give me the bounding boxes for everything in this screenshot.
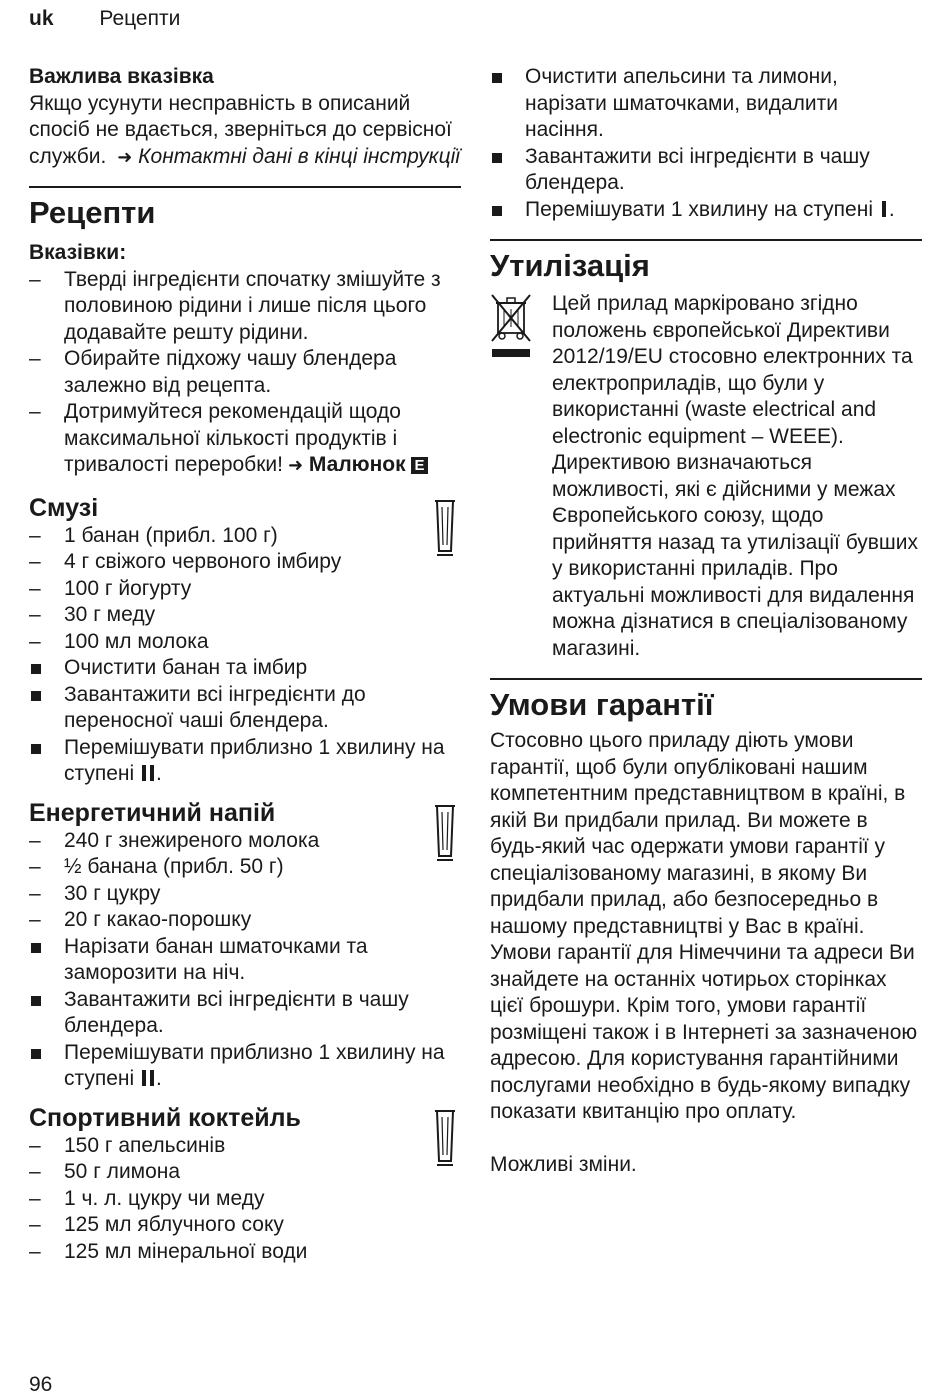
section-title: Рецепти <box>99 7 181 30</box>
section-divider <box>29 186 461 188</box>
list-item: – 125 мл яблучного соку <box>29 1213 284 1236</box>
list-item: Очистити апельсини та лимони, нарізати шматочками, видалити насіння. <box>490 64 922 144</box>
notes-title: Вказівки: <box>29 241 127 264</box>
speed-2-icon <box>140 1069 156 1087</box>
list-item: – 1 банан (прибл. 100 г) <box>29 523 278 547</box>
language-code: uk <box>29 7 54 30</box>
list-item: – Дотримуйтеся рекомендацій щодо максимальної кількості продуктів і тривалості переробки! ➜ Малюнок E <box>29 399 461 479</box>
list-item: – 4 г свіжого червоного імбиру <box>29 550 342 573</box>
list-item: Нарізати банан шматочками та заморозити на ніч. <box>29 934 461 987</box>
recipes-heading: Рецепти <box>29 195 156 230</box>
important-note-title: Важлива вказівка <box>29 65 214 88</box>
warranty-text: Стосовно цього приладу діють умови гарантії, щоб були опубліковані нашим компетентним представництвом в країні, в якій Ви придбали прилад. Ви можете в будь-який час одержати умови гарантії у спеціалізованому магазині, в якому Ви придбали прилад, або безпосередньо в нашому представництві у Вас в країні. Умови гарантії для Німеччини та адреси Ви знайдете на останніх чотирьох сторінках цієї брошури. Крім того, умови гарантії розміщені також і в Інтернеті за зазначеною адресою. Для користування гарантійними послугами необхідно в будь-якому випадку показати квитанцію про оплату. <box>490 729 918 1123</box>
list-item: – Обирайте підхожу чашу блендера залежно від рецепта. <box>29 347 397 397</box>
step-list <box>29 655 461 788</box>
weee-bin-icon <box>490 293 534 365</box>
recipe-smoothie <box>29 493 461 788</box>
list-item: – 1 ч. л. цукру чи меду <box>29 1186 265 1210</box>
section-divider <box>490 678 922 680</box>
page-number: 96 <box>29 1373 53 1396</box>
list-item: Завантажити всі інгредієнти в чашу блендера. <box>29 987 461 1040</box>
list-item: Перемішувати приблизно 1 хвилину на ступені . <box>29 1040 461 1093</box>
list-item: – 20 г какао-порошку <box>29 908 252 931</box>
step-list <box>490 64 922 223</box>
right-column <box>490 64 922 1178</box>
important-note <box>29 64 461 170</box>
list-item: Перемішувати 1 хвилину на ступені . <box>490 197 922 224</box>
disposal-heading: Утилізація <box>490 248 650 283</box>
page-header <box>29 6 180 33</box>
list-item: – Тверді інгредієнти спочатку змішуйте з половиною рідини і лише після цього додавайте решту рідини. <box>29 267 441 344</box>
arrow-right-icon: ➜ <box>282 455 304 475</box>
notes-list <box>29 267 461 479</box>
recipe-title: Смузі <box>29 493 99 522</box>
warranty-heading: Умови гарантії <box>490 687 714 722</box>
list-item: Очистити банан та імбир <box>29 655 461 682</box>
list-item: Завантажити всі інгредієнти до переносної чаші блендера. <box>29 682 461 735</box>
section-divider <box>490 239 922 241</box>
list-item: – 100 мл молока <box>29 629 209 653</box>
recipe-energy-drink <box>29 798 461 1093</box>
list-item: Перемішувати приблизно 1 хвилину на ступені . <box>29 735 461 788</box>
step-list <box>29 934 461 1093</box>
contact-link: Контактні дані в кінці інструкції <box>138 144 460 168</box>
arrow-right-icon: ➜ <box>112 146 133 167</box>
disposal-text: Цей прилад маркіровано згідно положень європейської Директиви 2012/19/EU стосовно електронних та електроприладів, що були у використанні (waste electrical and electronic equipment – WEEE). Директивою визначаються можливості, які є дійсними у межах Європейського союзу, щодо прийняття назад та утилізації бувших у використанні приладів. Про актуальні можливості для видалення можна дізнатися в спеціалізованому магазині. <box>552 292 918 660</box>
recipe-sport-cocktail <box>29 1103 461 1266</box>
list-item: – 150 г апельсинів <box>29 1133 226 1157</box>
list-item: – 50 г лимона <box>29 1160 181 1183</box>
left-column <box>29 64 461 1265</box>
speed-1-icon <box>879 200 889 218</box>
list-item: – 100 г йогурту <box>29 576 192 600</box>
important-note-text: Якщо усунути несправність в описаний спосіб не вдається, зверніться до сервісної служби. ➜ Контактні дані в кінці інструкції <box>29 91 460 168</box>
recipe-title: Енергетичний напій <box>29 798 276 827</box>
ingredient-list <box>29 828 461 934</box>
ingredient-list <box>29 523 461 656</box>
list-item: – 30 г цукру <box>29 881 161 905</box>
recipe-title: Спортивний коктейль <box>29 1103 301 1132</box>
figure-reference: Малюнок <box>308 453 406 476</box>
list-item: – ½ банана (прибл. 50 г) <box>29 855 284 878</box>
ingredient-list <box>29 1133 461 1266</box>
list-item: – 30 г меду <box>29 603 156 626</box>
speed-2-icon <box>140 764 156 782</box>
disposal-block <box>490 291 922 662</box>
list-item: – 240 г знежиреного молока <box>29 828 320 852</box>
changes-note: Можливі зміни. <box>490 1152 637 1176</box>
figure-letter-badge: E <box>411 457 427 474</box>
list-item: Завантажити всі інгредієнти в чашу блендера. <box>490 144 922 197</box>
list-item: – 125 мл мінеральної води <box>29 1239 308 1263</box>
